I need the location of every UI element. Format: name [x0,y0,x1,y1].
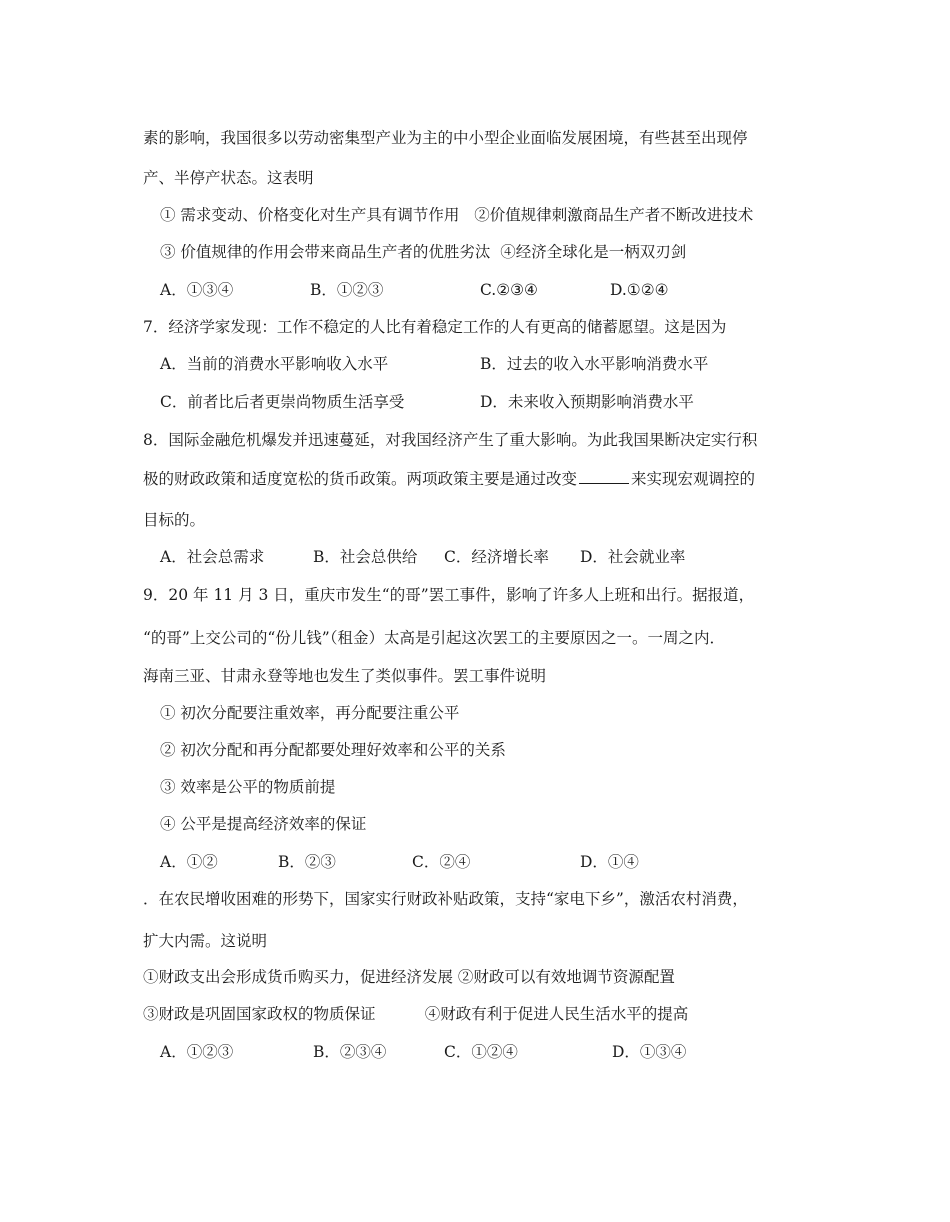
q6-option-d: D.①②④ [610,281,669,299]
q10-option-c: C．①②④ [444,1043,518,1061]
q8-option-b: B．社会总供给 [313,548,418,566]
q9-stem-line-3: 海南三亚、甘肃永登等地也发生了类似事件。罢工事件说明 [143,667,547,685]
q7-option-a: A．当前的消费水平影响收入水平 [160,355,389,373]
q10-option-b: B．②③④ [313,1043,387,1061]
q10-items-3-4: ③财政是巩固国家政权的物质保证 ④财政有利于促进人民生活水平的提高 [143,1005,689,1023]
q9-option-a: A．①② [160,853,218,871]
q8-option-a: A．社会总需求 [160,548,265,566]
q9-item-4: ④ 公平是提高经济效率的保证 [160,815,367,833]
q8-option-c: C．经济增长率 [444,548,549,566]
q6-items-1-2: ① 需求变动、价格变化对生产具有调节作用 ②价值规律刺激商品生产者不断改进技术 [160,206,754,224]
q10-option-a: A．①②③ [160,1043,234,1061]
q9-item-1: ① 初次分配要注重效率，再分配要注重公平 [160,704,460,722]
q6-option-c: C.②③④ [480,281,538,299]
q9-option-d: D．①④ [580,853,639,871]
q7-option-d: D．未来收入预期影响消费水平 [480,393,694,411]
q8-stem-line-3: 目标的。 [143,511,206,529]
q8-option-d: D．社会就业率 [580,548,686,566]
q9-stem-line-2: “的哥”上交公司的“份儿钱”（租金）太高是引起这次罢工的主要原因之一。一周之内． [143,629,725,647]
q7-option-c: C．前者比后者更崇尚物质生活享受 [160,393,405,411]
q8-stem-line-1: 8．国际金融危机爆发并迅速蔓延，对我国经济产生了重大影响。为此我国果断决定实行积 [143,431,758,449]
q8-stem-line-2-part-b: 来实现宏观调控的 [631,470,756,488]
q10-items-1-2: ①财政支出会形成货币购买力，促进经济发展 ②财政可以有效地调节资源配置 [143,968,675,986]
q6-stem-line-1: 素的影响，我国很多以劳动密集型产业为主的中小型企业面临发展困境，有些甚至出现停 [143,129,748,147]
q6-option-a: A．①③④ [160,281,234,299]
q10-stem-line-1: ．在农民增收困难的形势下，国家实行财政补贴政策，支持“家电下乡”，激活农村消费， [143,890,748,908]
q7-stem: 7．经济学家发现：工作不稳定的人比有着稳定工作的人有更高的储蓄愿望。这是因为 [143,318,727,336]
q6-option-b: B．①②③ [310,281,384,299]
q9-item-3: ③ 效率是公平的物质前提 [160,778,336,796]
fill-in-blank [579,469,629,484]
q9-item-2: ② 初次分配和再分配都要处理好效率和公平的关系 [160,741,506,759]
q9-option-b: B．②③ [278,853,336,871]
q6-stem-line-2: 产、半停产状态。这表明 [143,169,314,187]
q6-items-3-4: ③ 价值规律的作用会带来商品生产者的优胜劣汰 ④经济全球化是一柄双刃剑 [160,243,687,261]
q9-stem-line-1: 9．20 年 11 月 3 日，重庆市发生“的哥”罢工事件，影响了许多人上班和出行。据报道， [143,586,755,604]
q7-option-b: B．过去的收入水平影响消费水平 [480,355,709,373]
q10-stem-line-2: 扩大内需。这说明 [143,932,268,950]
q10-option-d: D．①③④ [612,1043,687,1061]
q8-stem-line-2 [143,469,755,489]
q8-stem-line-2-part-a: 极的财政政策和适度宽松的货币政策。两项政策主要是通过改变 [143,470,578,488]
q9-option-c: C．②④ [412,853,471,871]
